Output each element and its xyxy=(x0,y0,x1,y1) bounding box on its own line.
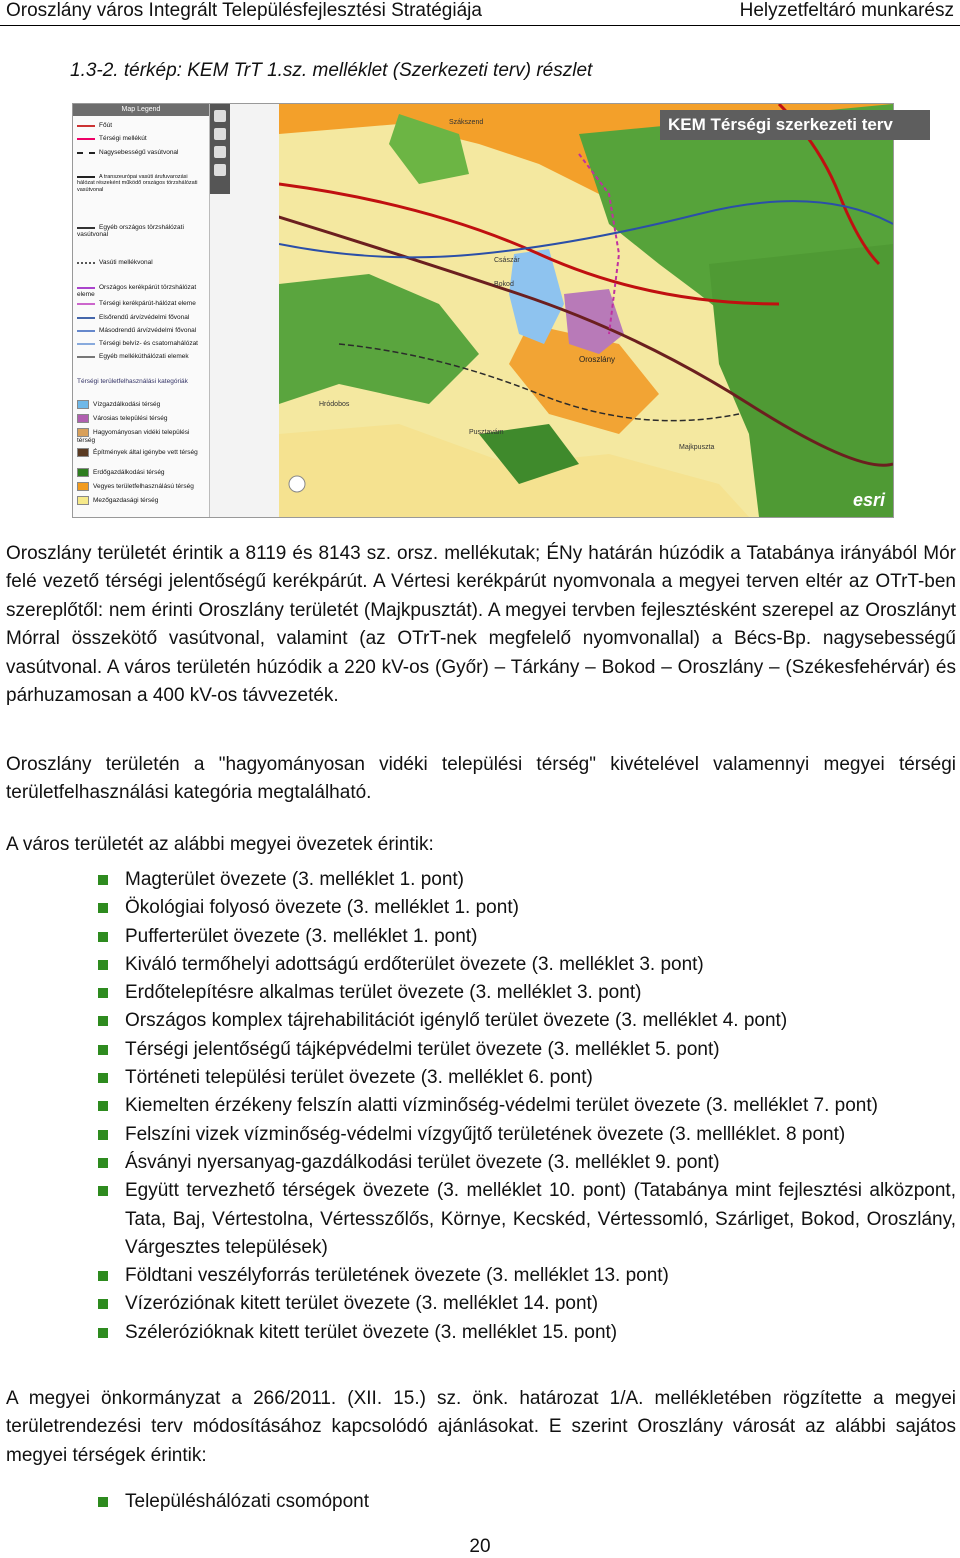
bullet-icon xyxy=(98,1045,108,1055)
map-figure xyxy=(72,103,894,518)
layers-icon[interactable] xyxy=(214,110,226,122)
legend-item: Egyéb mellékúthálózati elemek xyxy=(77,353,205,360)
map-caption: 1.3-2. térkép: KEM TrT 1.sz. melléklet (Szerkezeti terv) részlet xyxy=(70,60,593,81)
bullet-icon xyxy=(98,1158,108,1168)
bullet-icon xyxy=(98,875,108,885)
list-item: Történeti települési terület övezete (3. melléklet 6. pont) xyxy=(98,1064,956,1092)
list-item: Földtani veszélyforrás területének övezete (3. melléklet 13. pont) xyxy=(98,1262,956,1290)
print-icon[interactable] xyxy=(214,128,226,140)
bullet-icon xyxy=(98,1016,108,1026)
page-header xyxy=(0,0,960,26)
list-item: Együtt tervezhető térségek övezete (3. melléklet 10. pont) (Tatabánya mint fejlesztési alközpont, Tata, Baj, Vértestolna, Vértesszőlős, Környe, Kecskéd, Vértessomló, Szárliget, Bokod, Oroszlány, Várgesztes települések) xyxy=(98,1177,956,1262)
bullet-icon xyxy=(98,1073,108,1083)
paragraph: A megyei önkormányzat a 266/2011. (XII. 15.) sz. önk. határozat 1/A. mellékletében rögzítette a megyei területrendezési terv módosításához kapcsolódó ajánlásokat. E szerint Oroszlány városát az alábbi sajátos megyei térségek érintik: xyxy=(6,1388,956,1466)
legend-item: Erdőgazdálkodási térség xyxy=(77,468,205,477)
header-title: Oroszlány város Integrált Településfejlesztési Stratégiája xyxy=(6,0,482,21)
bullet-icon xyxy=(98,932,108,942)
legend-item: A transzeurópai vasúti árufuvarozási hálózat részeként működő országos törzshálózati vasútvonal xyxy=(77,174,198,193)
legend-item: Térségi belvíz- és csatornahálózat xyxy=(77,340,205,347)
list-item: Térségi jelentőségű tájképvédelmi terület övezete (3. melléklet 5. pont) xyxy=(98,1036,956,1064)
measure-icon[interactable] xyxy=(214,164,226,176)
legend-item: Főút xyxy=(77,122,205,129)
list-item: Felszíni vizek vízminőség-védelmi vízgyűjtő területének övezete (3. mellléklet. 8 pont) xyxy=(98,1121,956,1149)
list-item: Szélerózióknak kitett terület övezete (3. melléklet 15. pont) xyxy=(98,1319,956,1347)
legend-item: Mezőgazdasági térség xyxy=(77,496,205,505)
list-item: Erdőtelepítésre alkalmas terület övezete (3. melléklet 3. pont) xyxy=(98,979,956,1007)
legend-item: Vízgazdálkodási térség xyxy=(77,400,205,409)
zone-list xyxy=(98,866,956,1347)
list-item: Vízeróziónak kitett terület övezete (3. melléklet 14. pont) xyxy=(98,1290,956,1318)
place-label: Bokod xyxy=(494,281,514,288)
place-label: Oroszlány xyxy=(579,355,616,364)
edit-icon[interactable] xyxy=(214,146,226,158)
list-item: Magterület övezete (3. melléklet 1. pont) xyxy=(98,866,956,894)
legend-item: Országos kerékpárút törzshálózat eleme xyxy=(77,284,197,299)
bullet-icon xyxy=(98,1186,108,1196)
header-rule xyxy=(0,25,960,26)
bullet-icon xyxy=(98,1299,108,1309)
legend-item: Térségi területfelhasználási kategóriák xyxy=(77,378,188,385)
legend-item: Hagyományosan vidéki települési térség xyxy=(77,429,190,444)
place-label: Majkpuszta xyxy=(679,444,715,451)
place-label: Hródobos xyxy=(319,401,350,408)
bullet-icon xyxy=(98,960,108,970)
bullet-icon xyxy=(98,1497,108,1507)
legend-item: Elsőrendű árvízvédelmi fővonal xyxy=(77,314,205,321)
legend-title: Map Legend xyxy=(73,104,209,116)
bullet-icon xyxy=(98,1130,108,1140)
list-item: Országos komplex tájrehabilitációt igénylő terület övezete (3. melléklet 4. pont) xyxy=(98,1007,956,1035)
bullet-icon xyxy=(98,988,108,998)
map-canvas[interactable] xyxy=(279,104,893,517)
legend-item: Vegyes területfelhasználású térség xyxy=(77,482,205,491)
list-item: Ökológiai folyosó övezete (3. melléklet 1. pont) xyxy=(98,894,956,922)
bullet-icon xyxy=(98,1328,108,1338)
list-item: Kiemelten érzékeny felszín alatti vízminőség-védelmi terület övezete (3. melléklet 7. pont) xyxy=(98,1092,956,1120)
legend-item: Városias települési térség xyxy=(77,414,205,423)
legend-item: Térségi mellékút xyxy=(77,135,205,142)
bullet-icon xyxy=(98,903,108,913)
list-item: Kiváló termőhelyi adottságú erdőterület övezete (3. melléklet 3. pont) xyxy=(98,951,956,979)
list-item: Településhálózati csomópont xyxy=(98,1488,956,1516)
paragraph: Oroszlány területét érintik a 8119 és 8143 sz. orsz. mellékutak; ÉNy határán húzódik a Tatabánya irányából Mór felé vezető térségi jelentőségű kerékpárút. A Vértesi kerékpárút nyomvonala a megyei terven eltér az OTrT-ben szereplőtől: nem érinti Oroszlány területét (Majkpusztát). A megyei tervben fejlesztésként szerepel az Oroszlányt Mórral összekötő vasútvonal, valamint (az OTrT-nek megfelelő nyomvonallal) a Bécs-Bp. nagysebességű vasútvonal. A város területén húzódik a 220 kV-os (Győr) – Tárkány – Bokod – Oroszlány – (Székesfehérvár) és párhuzamosan a 400 kV-os távvezeték. xyxy=(6,543,956,707)
header-section: Helyzetfeltáró munkarész xyxy=(739,0,954,21)
paragraph: Oroszlány területén a "hagyományosan vidéki települési térség" kivételével valamennyi megyei térségi területfelhasználási kategória megtalálható. xyxy=(6,754,956,804)
legend-item: Nagysebességű vasútvonal xyxy=(77,149,205,156)
map-toolbar[interactable] xyxy=(210,104,230,194)
bullet-icon xyxy=(98,1271,108,1281)
map-image xyxy=(279,104,893,517)
legend-item: Egyéb országos törzshálózati vasútvonal xyxy=(77,224,184,239)
esri-logo: esri xyxy=(852,490,885,510)
legend-item: Építmények által igénybe vett térség xyxy=(77,448,205,457)
map-legend xyxy=(73,104,210,517)
legend-item: Térségi kerékpárút-hálózat eleme xyxy=(77,300,205,307)
place-label: Pusztavám xyxy=(469,429,504,436)
map-title: KEM Térségi szerkezeti terv xyxy=(660,110,930,140)
paragraph: A város területét az alábbi megyei övezetek érintik: xyxy=(6,834,434,855)
zoom-control[interactable] xyxy=(289,476,305,492)
legend-item: Vasúti mellékvonal xyxy=(77,259,205,266)
list-item: Pufferterület övezete (3. melléklet 1. pont) xyxy=(98,923,956,951)
place-label: Császár xyxy=(494,257,520,264)
page-number: 20 xyxy=(469,1536,491,1557)
place-label: Szákszend xyxy=(449,119,484,126)
bullet-icon xyxy=(98,1101,108,1111)
region-list xyxy=(98,1488,956,1516)
legend-item: Másodrendű árvízvédelmi fővonal xyxy=(77,327,205,334)
list-item: Ásványi nyersanyag-gazdálkodási terület övezete (3. melléklet 9. pont) xyxy=(98,1149,956,1177)
